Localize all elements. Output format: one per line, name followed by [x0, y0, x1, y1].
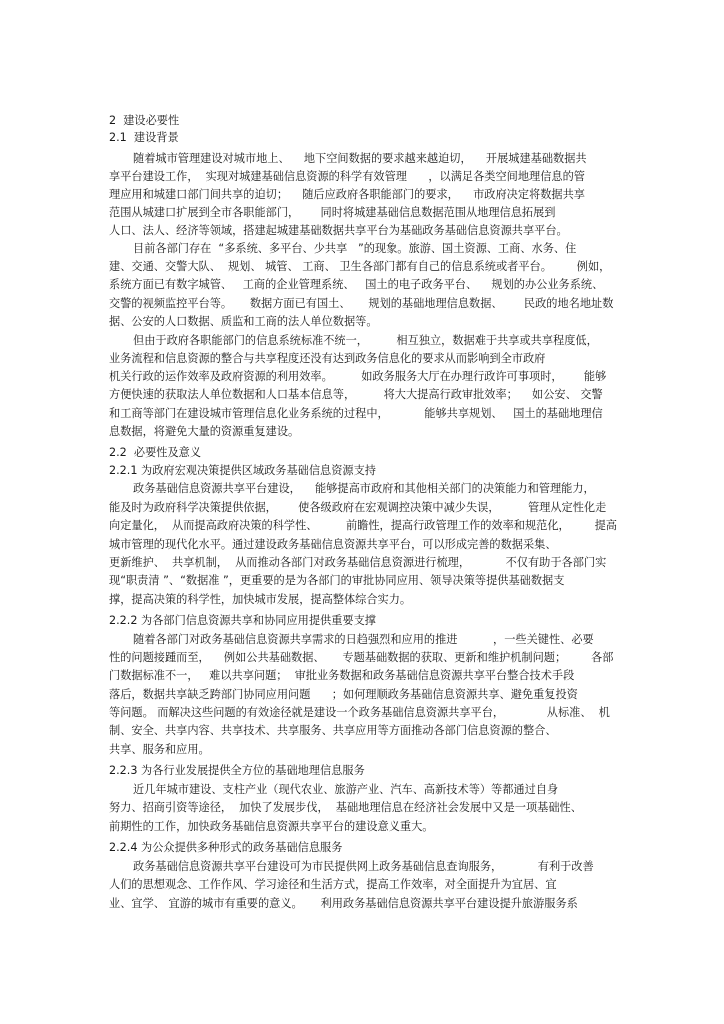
paragraph-line: 向定量化， 从而提高政府决策的科学性、 前瞻性，提高行政管理工作的效率和规范化， 提高 — [109, 519, 617, 532]
paragraph-line: 方便快速的获取法人单位数据和人口基本信息等， 将大大提高行政审批效率； 如公安、 交警 — [109, 388, 603, 401]
paragraph-line: 随着各部门对政务基础信息资源共享需求的日趋强烈和应用的推进 ，一些关键性、必要 — [133, 633, 594, 646]
paragraph-line: 共享、服务和应用。 — [109, 743, 210, 756]
paragraph-line: 交警的视频监控平台等。 数据方面已有国土、 规划的基础地理信息数据、 民政的地名地址数 — [109, 297, 614, 310]
paragraph-line: 业务流程和信息资源的整合与共享程度还没有达到政务信息化的要求从而影响到全市政府 — [109, 352, 546, 365]
subsubsection-heading: 2.2.4 为公众提供多种形式的政务基础信息服务 — [109, 841, 343, 854]
paragraph-line: 近几年城市建设、支柱产业（现代农业、旅游产业、汽车、高新技术等）等都通过自身 — [133, 783, 559, 796]
subsubsection-heading: 2.2.3 为各行业发展提供全方位的基础地理信息服务 — [109, 764, 365, 777]
paragraph-line: 撑，提高决策的科学性，加快城市发展，提高整体综合实力。 — [109, 593, 412, 606]
subsection-heading: 2.1 建设背景 — [109, 131, 179, 144]
paragraph-line: 据、公安的人口数据、质监和工商的法人单位数据等。 — [109, 315, 378, 328]
paragraph-line: 和工商等部门在建设城市管理信息化业务系统的过程中， 能够共享规划、 国土的基础地理信 — [109, 407, 603, 420]
paragraph-line: 理应用和城建口部门间共享的迫切； 随后应政府各职能部门的要求， 市政府决定将数据共享 — [109, 188, 585, 201]
paragraph-line: 范围从城建口扩展到全市各职能部门， 同时将城建基础信息数据范围从地理信息拓展到 — [109, 206, 556, 219]
subsection-heading: 2.2 必要性及意义 — [109, 446, 202, 459]
paragraph-line: 目前各部门存在 “多系统、多平台、少共享 ”的现象。旅游、国土资源、工商、水务、住 — [133, 242, 577, 255]
paragraph-line: 落后，数据共享缺乏跨部门协同应用问题 ；如何理顺政务基础信息资源共享、避免重复投资 — [109, 688, 578, 701]
paragraph-line: 能及时为政府科学决策提供依据， 使各级政府在宏观调控决策中减少失误， 管理从定性化走 — [109, 501, 607, 514]
paragraph-line: 努力、招商引资等途径， 加快了发展步伐， 基础地理信息在经济社会发展中又是一项基础性、 — [109, 801, 582, 814]
paragraph-line: 等问题。 而解决这些问题的有效途径就是建设一个政务基础信息资源共享平台， 从标准、 机 — [109, 706, 610, 719]
paragraph-line: 政务基础信息资源共享平台建设， 能够提高市政府和其他相关部门的决策能力和管理能力， — [133, 482, 595, 495]
paragraph-line: 息数据，将避免大量的资源重复建设。 — [109, 425, 300, 438]
section-heading: 2 建设必要性 — [109, 114, 180, 127]
paragraph-line: 但由于政府各职能部门的信息系统标准不统一， 相互独立，数据难于共享或共享程度低， — [133, 334, 598, 347]
paragraph-line: 机关行政的运作效率及政府资源的利用效率。 如政务服务大厅在办理行政许可事项时， 能够 — [109, 370, 607, 383]
paragraph-line: 制、安全、共享内容、共享技术、共享服务、共享应用等方面推动各部门信息资源的整合、 — [109, 724, 557, 737]
paragraph-line: 门数据标准不一， 难以共享问题； 审批业务数据和政务基础信息资源共享平台整合技术手段 — [109, 669, 575, 682]
paragraph-line: 随着城市管理建设对城市地上、 地下空间数据的要求越来越迫切， 开展城建基础数据共 — [133, 152, 587, 165]
paragraph-line: 更新维护、 共享机制， 从而推动各部门对政务基础信息资源进行梳理， 不仅有助于各部门实 — [109, 556, 607, 569]
paragraph-line: 性的问题接踵而至， 例如公共基础数据、 专题基础数据的获取、更新和维护机制问题； 各部 — [109, 651, 614, 664]
paragraph-line: 政务基础信息资源共享平台建设可为市民提供网上政务基础信息查询服务， 有利于改善 — [133, 860, 594, 873]
paragraph-line: 人口、法人、经济等领域，搭建起城建基础数据共享平台为基础政务基础信息资源共享平台。 — [109, 224, 568, 237]
subsubsection-heading: 2.2.1 为政府宏观决策提供区域政务基础信息资源支持 — [109, 464, 376, 477]
paragraph-line: 人们的思想观念、工作作风、学习途径和生活方式，提高工作效率，对全面提升为宜居、宜 — [109, 878, 557, 891]
paragraph-line: 享平台建设工作， 实现对城建基础信息资源的科学有效管理 ，以满足各类空间地理信息的管 — [109, 170, 585, 183]
paragraph-line: 现“职责清 ”、“数据准 ”，更重要的是为各部门的审批协同应用、领导决策等提供基础数据支 — [109, 574, 565, 587]
paragraph-line: 前期性的工作，加快政务基础信息资源共享平台的建设意义重大。 — [109, 820, 434, 833]
paragraph-line: 系统方面已有数字城管、 工商的企业管理系统、 国土的电子政务平台、 规划的办公业务系统、 — [109, 278, 604, 291]
paragraph-line: 城市管理的现代化水平。通过建设政务基础信息资源共享平台，可以形成完善的数据采集、 — [109, 538, 557, 551]
paragraph-line: 业、宜学、 宜游的城市有重要的意义。 利用政务基础信息资源共享平台建设提升旅游服务系 — [109, 897, 578, 910]
subsubsection-heading: 2.2.2 为各部门信息资源共享和协同应用提供重要支撑 — [109, 614, 376, 627]
paragraph-line: 建、交通、交警大队、 规划、 城管、 工商、 卫生各部门都有自己的信息系统或者平台。 例如， — [109, 260, 611, 273]
